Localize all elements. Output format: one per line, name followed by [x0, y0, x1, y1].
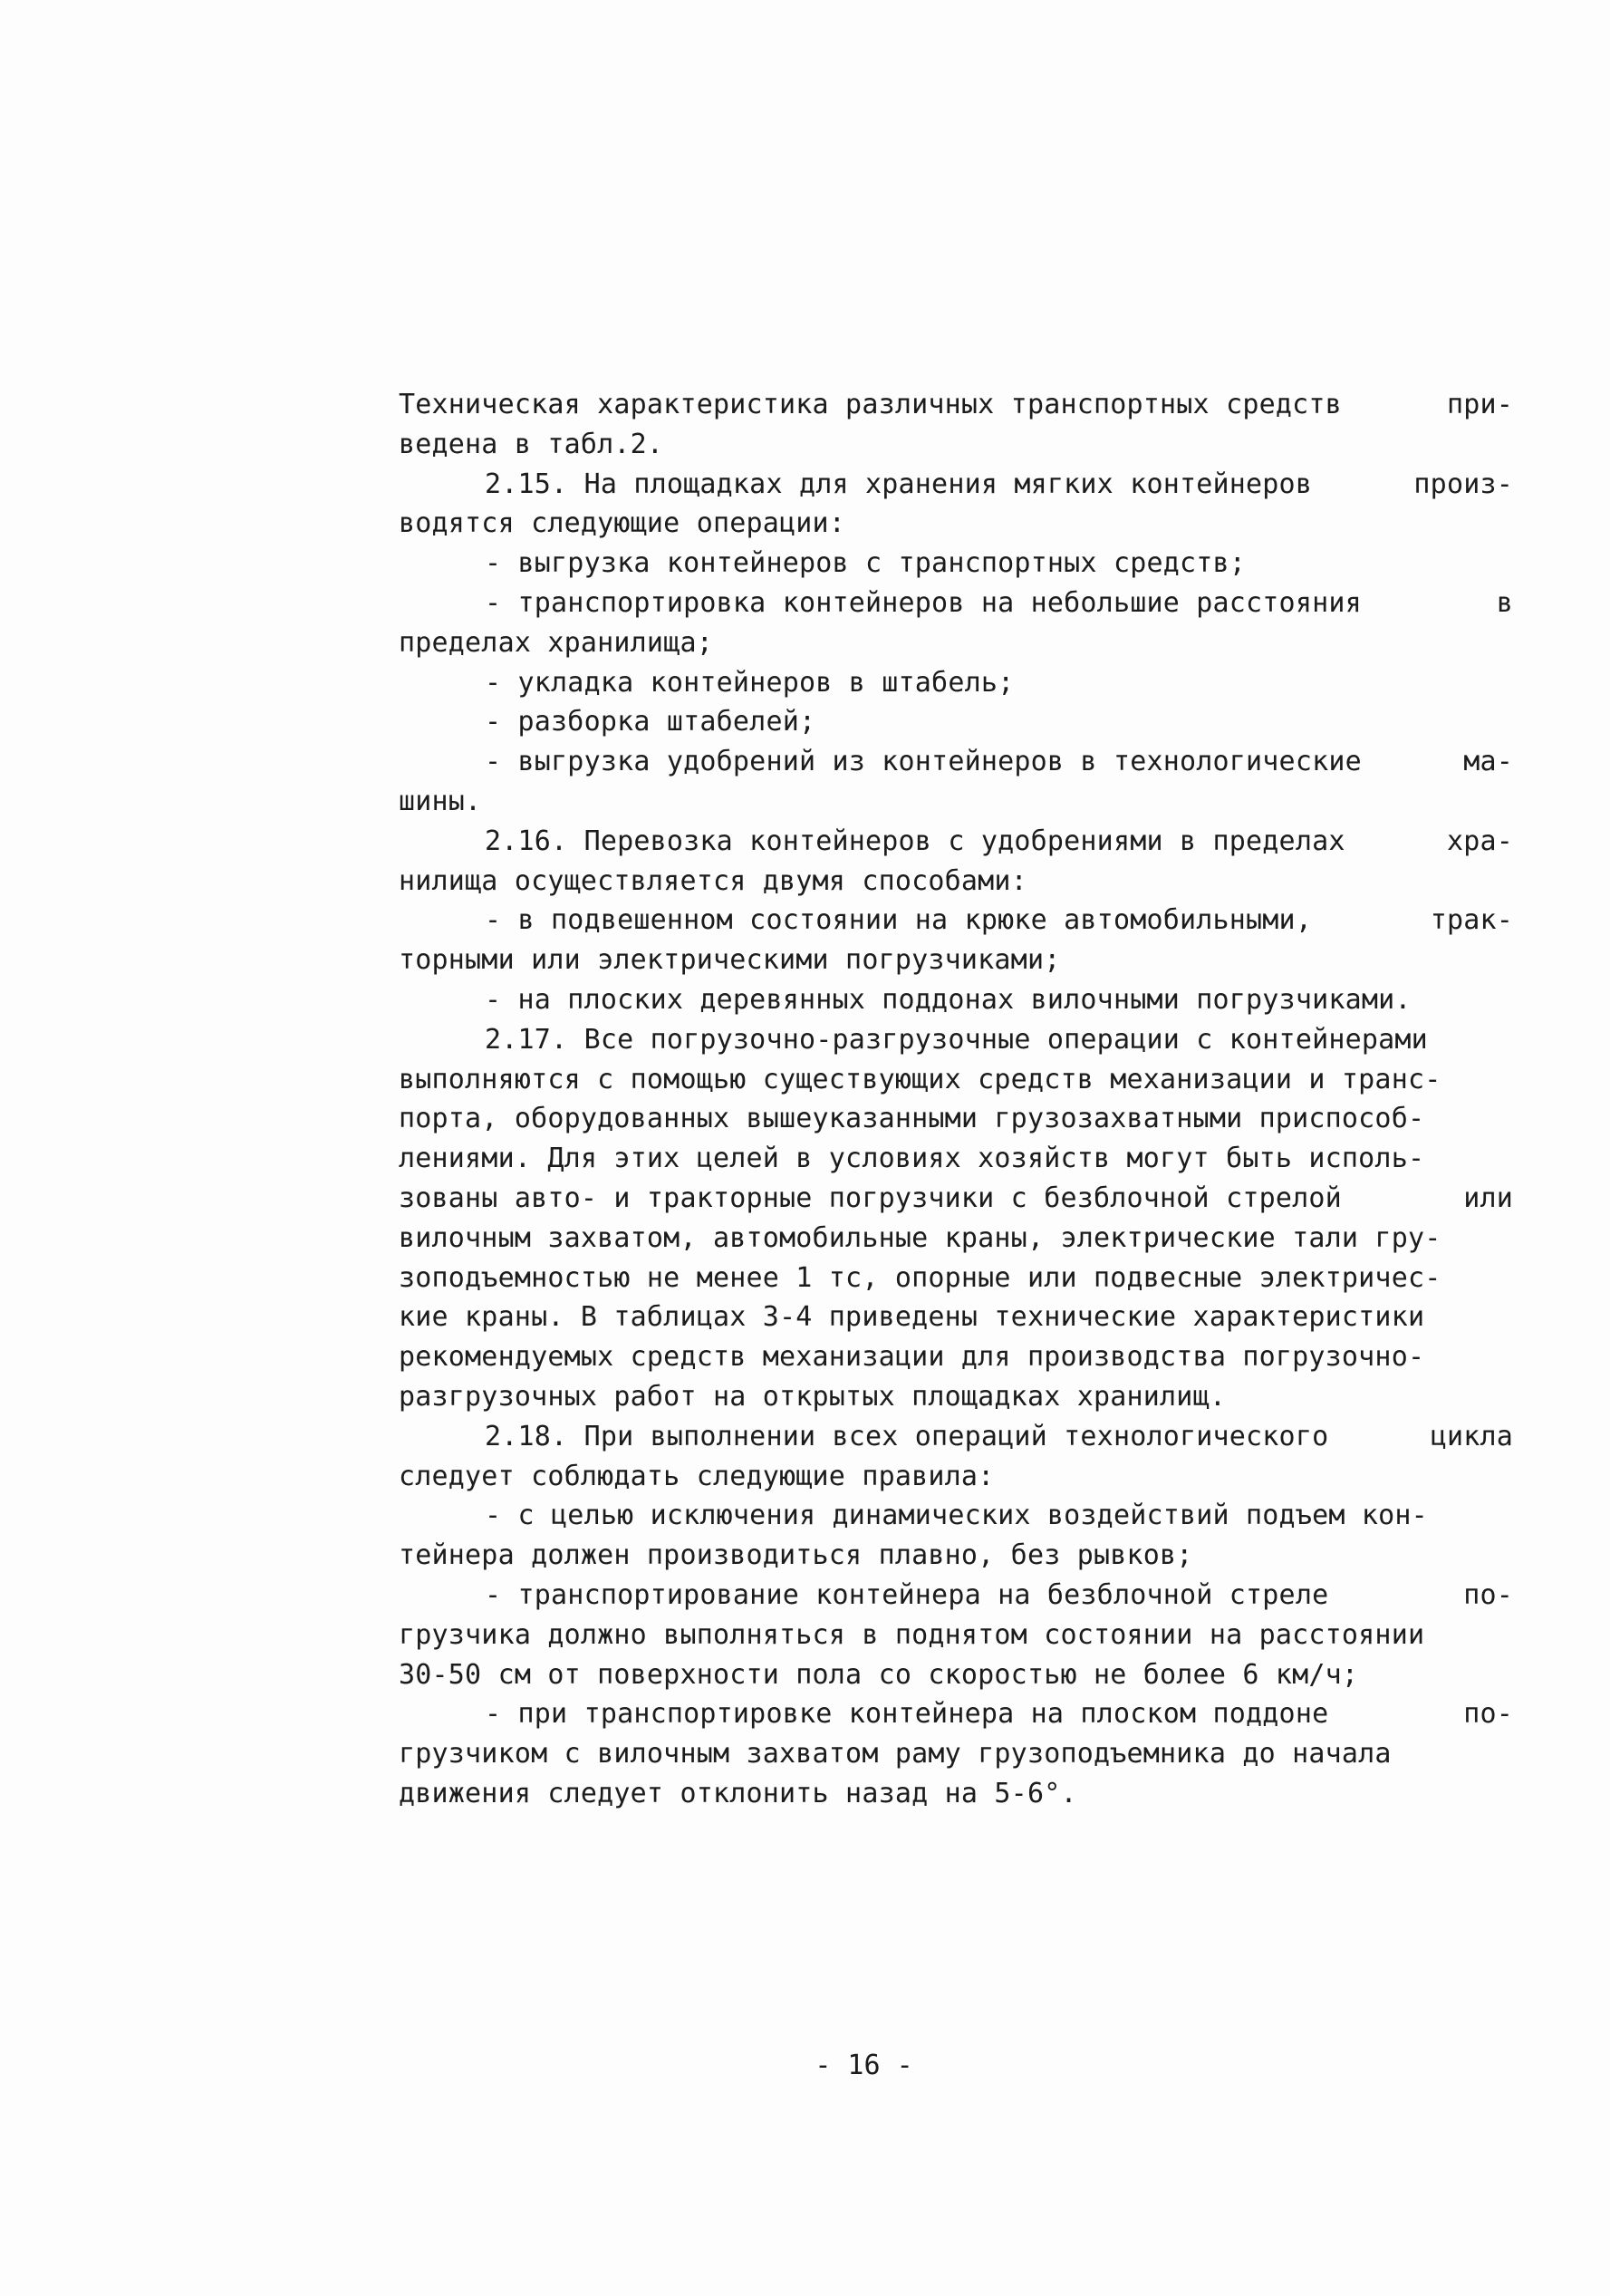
text-line	[399, 623, 1513, 663]
line-text: пределах хранилища;	[399, 626, 713, 659]
line-text: - с целью исключения динамических воздействий подъем кон-	[485, 1500, 1428, 1532]
text-line	[399, 1060, 1513, 1100]
line-text: - разборка штабелей;	[485, 706, 816, 738]
line-text: 2.18. При выполнении всех операций технологического	[485, 1420, 1329, 1452]
text-line	[399, 663, 1513, 703]
line-text: шины.	[399, 785, 482, 817]
line-text: - выгрузка удобрений из контейнеров в технологические	[485, 746, 1362, 778]
document-body	[399, 385, 1513, 1814]
text-line	[399, 980, 1513, 1020]
line-text: зованы авто- и тракторные погрузчики с безблочной стрелой	[399, 1182, 1342, 1214]
line-tail: или	[1463, 1182, 1513, 1214]
line-text: разгрузочных работ на открытых площадках хранилищ.	[399, 1380, 1227, 1413]
text-line	[399, 1298, 1513, 1337]
line-text: рекомендуемых средств механизации для производства погрузочно-	[399, 1341, 1425, 1374]
text-line	[399, 1616, 1513, 1655]
line-text: грузчика должно выполняться в поднятом состоянии на расстоянии	[399, 1618, 1425, 1651]
line-text: кие краны. В таблицах 3-4 приведены технические характеристики	[399, 1301, 1425, 1334]
line-text: - транспортировка контейнеров на небольшие расстояния	[485, 586, 1362, 619]
text-line	[399, 1496, 1513, 1536]
line-tail: цикла	[1430, 1420, 1513, 1452]
line-text: 2.15. На площадках для хранения мягких контейнеров	[485, 468, 1313, 500]
text-line	[399, 1020, 1513, 1060]
page-number: - 16 -	[815, 2050, 913, 2081]
text-line	[399, 1259, 1513, 1298]
text-line	[399, 1655, 1513, 1695]
line-text: торными или электрическими погрузчиками;	[399, 944, 1061, 977]
text-line	[399, 941, 1513, 980]
text-line	[399, 901, 1513, 941]
text-line	[399, 1457, 1513, 1497]
line-text: 2.17. Все погрузочно-разгрузочные операции с контейнерами	[485, 1023, 1428, 1056]
text-line	[399, 425, 1513, 465]
line-text: Техническая характеристика различных транспортных средств	[399, 389, 1342, 420]
line-text: - выгрузка контейнеров с транспортных средств;	[485, 547, 1247, 580]
line-text: тейнера должен производиться плавно, без рывков;	[399, 1539, 1193, 1572]
line-text: 30-50 см от поверхности пола со скоростью не более 6 км/ч;	[399, 1658, 1359, 1691]
line-tail: произ-	[1413, 468, 1513, 500]
text-line	[399, 782, 1513, 822]
line-text: следует соблюдать следующие правила:	[399, 1460, 995, 1492]
line-text: движения следует отклонить назад на 5-6°.	[399, 1777, 1077, 1809]
text-line	[399, 1337, 1513, 1377]
text-line	[399, 1219, 1513, 1259]
text-line	[399, 1536, 1513, 1576]
text-line	[399, 1694, 1513, 1734]
text-line	[399, 504, 1513, 544]
line-text: ведена в табл.2.	[399, 428, 664, 460]
line-tail: по-	[1463, 1578, 1513, 1611]
line-tail: при-	[1446, 389, 1513, 420]
line-text: порта, оборудованных вышеуказанными грузозахватными приспособ-	[399, 1103, 1425, 1135]
line-text: грузчиком с вилочным захватом раму грузоподъемника до начала	[399, 1738, 1392, 1770]
text-line	[399, 862, 1513, 902]
line-text: вилочным захватом, автомобильные краны, электрические тали гру-	[399, 1221, 1441, 1254]
line-tail: хра-	[1446, 825, 1513, 857]
text-line	[399, 385, 1513, 425]
text-line	[399, 1099, 1513, 1139]
line-tail: трак-	[1430, 904, 1513, 937]
text-line	[399, 1417, 1513, 1457]
text-line	[399, 1377, 1513, 1417]
text-line	[399, 544, 1513, 584]
line-tail: в	[1496, 586, 1513, 619]
text-line	[399, 822, 1513, 862]
text-line	[399, 1576, 1513, 1616]
line-text: лениями. Для этих целей в условиях хозяйств могут быть исполь-	[399, 1143, 1425, 1175]
line-text: - в подвешенном состоянии на крюке автомобильными,	[485, 904, 1313, 937]
text-line	[399, 742, 1513, 782]
line-text: зоподъемностью не менее 1 тс, опорные или подвесные электричес-	[399, 1261, 1441, 1294]
line-text: - транспортирование контейнера на безблочной стреле	[485, 1578, 1329, 1611]
line-tail: ма-	[1463, 746, 1513, 778]
line-text: 2.16. Перевозка контейнеров с удобрениями в пределах	[485, 825, 1345, 857]
line-text: - на плоских деревянных поддонах вилочными погрузчиками.	[485, 983, 1412, 1016]
text-line	[399, 584, 1513, 623]
line-text: нилища осуществляется двумя способами:	[399, 864, 1027, 897]
text-line	[399, 465, 1513, 505]
line-text: - при транспортировке контейнера на плоском поддоне	[485, 1698, 1329, 1731]
line-tail: по-	[1463, 1698, 1513, 1731]
text-line	[399, 1774, 1513, 1814]
text-line	[399, 1734, 1513, 1774]
line-text: выполняются с помощью существующих средств механизации и транс-	[399, 1063, 1441, 1095]
text-line	[399, 1139, 1513, 1179]
text-line	[399, 1179, 1513, 1219]
text-line	[399, 702, 1513, 742]
line-text: - укладка контейнеров в штабель;	[485, 666, 1015, 699]
line-text: водятся следующие операции:	[399, 507, 846, 540]
